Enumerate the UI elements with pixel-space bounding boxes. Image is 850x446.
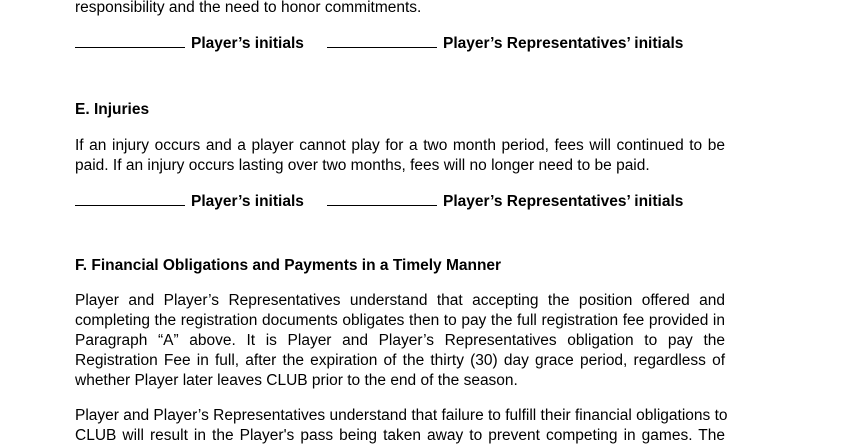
player-initials-blank-1[interactable]	[75, 32, 185, 48]
section-f-p1-line: Paragraph “A” above. It is Player and Player’s Representatives obligation to pay the	[75, 332, 725, 349]
representatives-initials-blank-1[interactable]	[327, 32, 437, 48]
section-e-paragraph	[75, 136, 725, 176]
representatives-initials-blank-2[interactable]	[327, 190, 437, 206]
representatives-initials-field-1[interactable]	[327, 32, 683, 54]
representatives-initials-label-1: Player’s Representatives’ initials	[443, 35, 684, 52]
player-initials-blank-2[interactable]	[75, 190, 185, 206]
player-initials-label-2: Player’s initials	[191, 193, 304, 210]
top-line-text: responsibility and the need to honor commitments.	[75, 0, 422, 16]
section-f-p1-line: completing the registration documents obligates then to pay the full registration fee provided in	[75, 312, 725, 329]
player-initials-field-2[interactable]	[75, 190, 304, 212]
section-e-line: paid. If an injury occurs lasting over two months, fees will no longer need to be paid.	[75, 157, 650, 174]
player-initials-field-1[interactable]	[75, 32, 304, 54]
section-f-heading: F. Financial Obligations and Payments in a Timely Manner	[75, 257, 502, 274]
section-f-p2-line: CLUB will result in the Player's pass being taken away to prevent competing in games. The	[75, 427, 725, 444]
section-e-heading: E. Injuries	[75, 101, 150, 118]
section-e-line: If an injury occurs and a player cannot play for a two month period, fees will continued to be	[75, 137, 725, 154]
representatives-initials-label-2: Player’s Representatives’ initials	[443, 193, 684, 210]
player-initials-label-1: Player’s initials	[191, 35, 304, 52]
section-f-paragraph-1	[75, 291, 725, 391]
section-f-paragraph-2	[75, 406, 728, 446]
section-f-p2-line: Player and Player’s Representatives understand that failure to fulfill their financial obligations to	[75, 407, 728, 424]
representatives-initials-field-2[interactable]	[327, 190, 683, 212]
section-f-p1-line: whether Player later leaves CLUB prior to the end of the season.	[75, 372, 518, 389]
section-f-p1-line: Player and Player’s Representatives understand that accepting the position offered and	[75, 292, 725, 309]
section-f-p1-line: Registration Fee in full, after the expiration of the thirty (30) day grace period, regardless of	[75, 352, 725, 369]
